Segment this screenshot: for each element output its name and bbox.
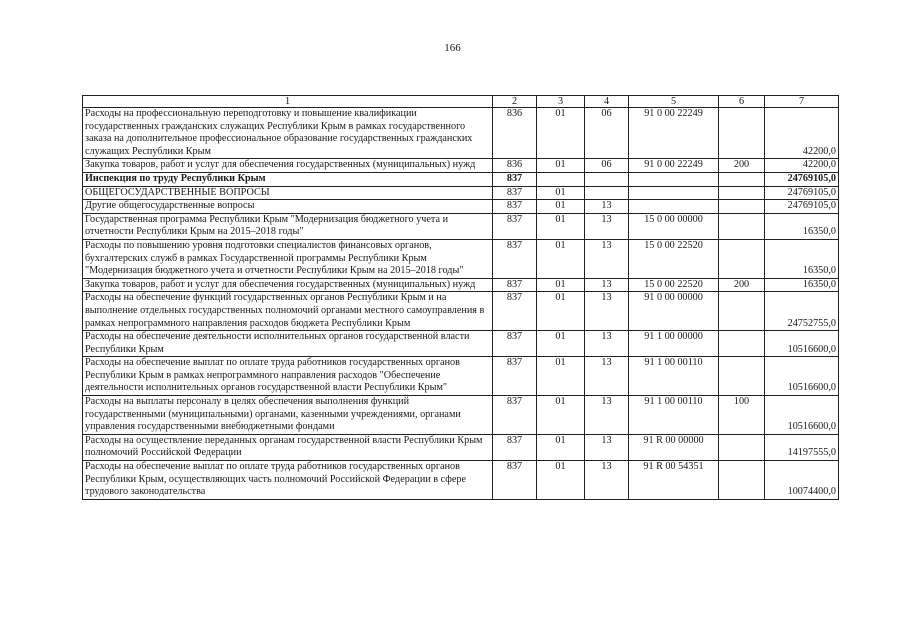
row-description: Расходы на профессиональную переподготовку и повышение квалификации государственных гражданских служащих Республики Крым в рамках государственного заказа на дополнительное профессиональное образование государственных гражданских служащих Республики Крым <box>83 108 493 159</box>
row-code-3: 01 <box>537 278 585 292</box>
row-code-2: 837 <box>493 434 537 460</box>
row-code-2: 837 <box>493 357 537 396</box>
row-description: Закупка товаров, работ и услуг для обеспечения государственных (муниципальных) нужд <box>83 278 493 292</box>
row-code-4: 13 <box>585 461 629 500</box>
table-row <box>83 331 839 357</box>
row-code-6 <box>719 331 765 357</box>
row-code-6 <box>719 200 765 214</box>
row-amount: 10516600,0 <box>765 396 839 435</box>
row-amount: 16350,0 <box>765 213 839 239</box>
row-code-5: 91 1 00 00110 <box>629 357 719 396</box>
budget-table <box>82 95 839 500</box>
row-code-5: 91 0 00 00000 <box>629 292 719 331</box>
table-row <box>83 108 839 159</box>
row-code-2: 837 <box>493 461 537 500</box>
row-code-4: 13 <box>585 331 629 357</box>
row-code-4: 06 <box>585 108 629 159</box>
row-code-3: 01 <box>537 239 585 278</box>
row-description: Инспекция по труду Республики Крым <box>83 172 493 186</box>
row-code-3: 01 <box>537 461 585 500</box>
row-code-2: 837 <box>493 213 537 239</box>
row-code-6 <box>719 292 765 331</box>
row-code-6 <box>719 186 765 200</box>
row-code-4: 13 <box>585 239 629 278</box>
row-code-5: 91 R 00 54351 <box>629 461 719 500</box>
row-code-2: 837 <box>493 331 537 357</box>
row-code-4: 06 <box>585 159 629 173</box>
row-description: Расходы на обеспечение функций государственных органов Республики Крым и на выполнение отдельных государственных полномочий органами местного самоуправления в рамках непрограммного направления расходов бюджета Республики Крым <box>83 292 493 331</box>
row-code-5: 91 1 00 00110 <box>629 396 719 435</box>
row-description: ОБЩЕГОСУДАРСТВЕННЫЕ ВОПРОСЫ <box>83 186 493 200</box>
row-code-3 <box>537 172 585 186</box>
row-description: Государственная программа Республики Крым "Модернизация бюджетного учета и отчетности Республики Крым на 2015–2018 годы" <box>83 213 493 239</box>
row-amount: 10516600,0 <box>765 331 839 357</box>
row-code-2: 837 <box>493 172 537 186</box>
header-cell-7: 7 <box>765 96 839 108</box>
row-description: Закупка товаров, работ и услуг для обеспечения государственных (муниципальных) нужд <box>83 159 493 173</box>
table-row <box>83 357 839 396</box>
row-code-3: 01 <box>537 434 585 460</box>
row-description: Расходы на обеспечение деятельности исполнительных органов государственной власти Республики Крым <box>83 331 493 357</box>
row-amount: 24769105,0 <box>765 186 839 200</box>
table-row <box>83 396 839 435</box>
table-row <box>83 292 839 331</box>
row-code-4: 13 <box>585 200 629 214</box>
row-amount: 10516600,0 <box>765 357 839 396</box>
row-code-4: 13 <box>585 213 629 239</box>
row-code-5: 91 R 00 00000 <box>629 434 719 460</box>
row-code-2: 837 <box>493 278 537 292</box>
row-code-5 <box>629 186 719 200</box>
table-row <box>83 200 839 214</box>
row-amount: 24769105,0 <box>765 200 839 214</box>
row-description: Другие общегосударственные вопросы <box>83 200 493 214</box>
row-amount: 42200,0 <box>765 159 839 173</box>
row-code-6 <box>719 172 765 186</box>
row-code-6: 200 <box>719 278 765 292</box>
row-code-6 <box>719 461 765 500</box>
row-code-3: 01 <box>537 159 585 173</box>
row-code-3: 01 <box>537 200 585 214</box>
row-code-6 <box>719 108 765 159</box>
row-code-6 <box>719 239 765 278</box>
row-code-5: 15 0 00 22520 <box>629 239 719 278</box>
table-row <box>83 213 839 239</box>
table-row <box>83 172 839 186</box>
row-code-4: 13 <box>585 292 629 331</box>
table-row <box>83 434 839 460</box>
page-number: 166 <box>444 42 461 54</box>
row-code-6: 200 <box>719 159 765 173</box>
table-row <box>83 186 839 200</box>
header-cell-3: 3 <box>537 96 585 108</box>
row-amount: 10074400,0 <box>765 461 839 500</box>
header-cell-2: 2 <box>493 96 537 108</box>
row-code-6 <box>719 213 765 239</box>
row-code-2: 836 <box>493 159 537 173</box>
row-amount: 24752755,0 <box>765 292 839 331</box>
row-amount: 16350,0 <box>765 239 839 278</box>
row-amount: 42200,0 <box>765 108 839 159</box>
row-amount: 14197555,0 <box>765 434 839 460</box>
row-code-4: 13 <box>585 396 629 435</box>
table-row <box>83 159 839 173</box>
table-row <box>83 461 839 500</box>
row-code-3: 01 <box>537 331 585 357</box>
row-code-5: 15 0 00 22520 <box>629 278 719 292</box>
row-code-6: 100 <box>719 396 765 435</box>
header-cell-1: 1 <box>83 96 493 108</box>
row-description: Расходы на выплаты персоналу в целях обеспечения выполнения функций государственными (муниципальными) органами, казенными учреждениями, органами управления государственными внебюджетными фондами <box>83 396 493 435</box>
row-code-6 <box>719 434 765 460</box>
row-code-4 <box>585 186 629 200</box>
row-description: Расходы на обеспечение выплат по оплате труда работников государственных органов Республики Крым в рамках непрограммного направления расходов "Обеспечение деятельности исполнительных органов государственной власти Республики Крым" <box>83 357 493 396</box>
row-code-4: 13 <box>585 278 629 292</box>
row-code-4 <box>585 172 629 186</box>
row-code-6 <box>719 357 765 396</box>
row-code-2: 837 <box>493 186 537 200</box>
row-code-3: 01 <box>537 396 585 435</box>
row-code-5: 91 0 00 22249 <box>629 159 719 173</box>
table-row <box>83 239 839 278</box>
row-code-4: 13 <box>585 434 629 460</box>
row-code-3: 01 <box>537 213 585 239</box>
row-code-4: 13 <box>585 357 629 396</box>
row-code-2: 837 <box>493 239 537 278</box>
row-code-2: 837 <box>493 292 537 331</box>
header-cell-6: 6 <box>719 96 765 108</box>
row-code-2: 837 <box>493 200 537 214</box>
header-cell-5: 5 <box>629 96 719 108</box>
row-code-5: 91 0 00 22249 <box>629 108 719 159</box>
row-code-3: 01 <box>537 186 585 200</box>
row-description: Расходы на обеспечение выплат по оплате труда работников государственных органов Республики Крым, осуществляющих часть полномочий Российской Федерации в сфере трудового законодательства <box>83 461 493 500</box>
table-row <box>83 278 839 292</box>
row-code-2: 836 <box>493 108 537 159</box>
row-amount: 24769105,0 <box>765 172 839 186</box>
row-code-3: 01 <box>537 108 585 159</box>
row-description: Расходы по повышению уровня подготовки специалистов финансовых органов, бухгалтерских служб в рамках Государственной программы Республики Крым "Модернизация бюджетного учета и отчетности Республики Крым на 2015–2018 годы" <box>83 239 493 278</box>
row-code-3: 01 <box>537 292 585 331</box>
row-code-3: 01 <box>537 357 585 396</box>
row-code-5: 15 0 00 00000 <box>629 213 719 239</box>
row-code-2: 837 <box>493 396 537 435</box>
row-description: Расходы на осуществление переданных органам государственной власти Республики Крым полномочий Российской Федерации <box>83 434 493 460</box>
header-cell-4: 4 <box>585 96 629 108</box>
table-header-row <box>83 96 839 108</box>
row-code-5 <box>629 200 719 214</box>
row-code-5 <box>629 172 719 186</box>
row-code-5: 91 1 00 00000 <box>629 331 719 357</box>
row-amount: 16350,0 <box>765 278 839 292</box>
